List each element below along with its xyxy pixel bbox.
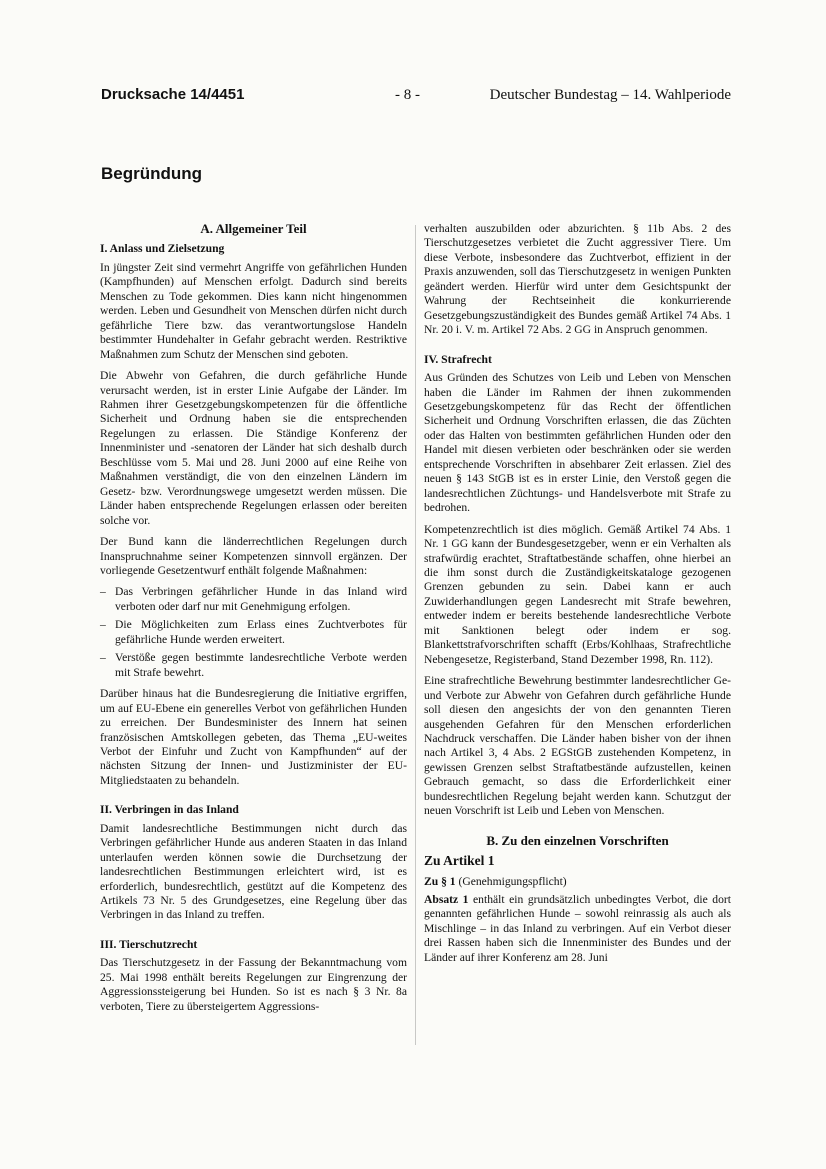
measures-list	[100, 585, 407, 680]
page-title: Begründung	[101, 164, 203, 183]
paragraph: Kompetenzrechtlich ist dies möglich. Gemäß Artikel 74 Abs. 1 Nr. 1 GG kann der Bundesgesetzgeber, wenn er ein Verhalten als strafwürdig erachtet, Straftatbestände schaffen, ohne hierbei an die ihm sonst durch die Zuständigkeitskataloge gezogenen Grenzen gebunden zu sein. Dabei kann er auch Zuwiderhandlungen gegen Landesrecht mit Strafe bewehren, entweder indem er bereits bestehende landesrechtliche Verbote mit Sanktionen belegt oder indem er sog. Blankettstrafvorschriften schafft (Erbs/Kohlhaas, Strafrechtliche Nebengesetze, Registerband, Stand Dezember 1998, Rn. 112).	[424, 522, 731, 666]
page-number: - 8 -	[395, 87, 420, 103]
subsection-heading: III. Tierschutzrecht	[100, 937, 198, 951]
paragraph-heading-title: (Genehmigungspflicht)	[455, 874, 567, 888]
paragraph: Damit landesrechtliche Bestimmungen nicht durch das Verbringen gefährlicher Hunde aus anderen Staaten in das Inland unterlaufen werden können sowie die Durchsetzung der landesrechtlichen Bestimmungen erleichtert wird, ist es erforderlich, bundesrechtlich, gestützt auf die Kompetenz des Artikels 73 Nr. 5 des Grundgesetzes, eine Regelung über das Verbringen in das Inland zu treffen.	[100, 821, 407, 922]
paragraph: Das Tierschutzgesetz in der Fassung der Bekanntmachung vom 25. Mai 1998 enthält bereits Regelungen zur Eingrenzung der Aggressionssteigerung bei Hunden. So ist es nach § 3 Nr. 8a verboten, Tiere zu übersteigertem Aggressions-	[100, 956, 407, 1013]
subsection-heading: IV. Strafrecht	[424, 352, 492, 366]
paragraph: Darüber hinaus hat die Bundesregierung die Initiative ergriffen, um auf EU-Ebene ein generelles Verbot von gefährlichen Hunden zu erreichen. Der Bundesminister des Innern hat seinen französischen Amtskollegen gebeten, das Thema „EU-weites Verbot der Einfuhr und Zucht von Kampfhunden“ auf der nächsten Sitzung der Innen- und Justizminister der EU-Mitgliedstaaten zu behandeln.	[100, 687, 407, 787]
paragraph: Aus Gründen des Schutzes von Leib und Leben von Menschen haben die Länder im Rahmen der ihnen zukommenden Gesetzgebungskompetenz für das Recht der öffentlichen Sicherheit und Ordnung Vorschriften erlassen, die das Züchten oder das Halten von bestimmten gefährlichen Hunden oder den Handel mit diesen verbieten oder beschränken oder sie werden entsprechende Vorschriften in absehbarer Zeit erlassen. Ziel des neuen § 143 StGB ist es in erster Linie, den Verstoß gegen die landesrechtlichen Züchtungs- und Handelsverbote mit Strafe zu bedrohen.	[424, 371, 731, 515]
paragraph: Eine strafrechtliche Bewehrung bestimmter landesrechtlicher Ge- und Verbote zur Abwehr von Gefahren durch gefährliche Hunde soll diesen den angesichts der von den genannten Tieren ausgehenden Gefahren für den Menschen erforderlichen Nachdruck verschaffen. Die Länder haben bisher von der ihnen nach Artikel 3, 4 Abs. 2 EGStGB zustehenden Kompetenz, in gewissen Grenzen selbst Straftatbestände aufzustellen, keinen Gebrauch gemacht, so dass die Erforderlichkeit einer bundesrechtlichen Regelung bejaht werden kann. Schutzgut der neuen Vorschrift ist Leib und Leben von Menschen.	[424, 674, 731, 818]
paragraph: In jüngster Zeit sind vermehrt Angriffe von gefährlichen Hunden (Kampfhunden) auf Menschen erfolgt. Dadurch sind bereits Menschen zu Tode gekommen. Dies kann nicht hingenommen werden. Leben und Gesundheit von Menschen dürfen nicht durch gefährliche Tiere bzw. das verantwortungslose Handeln bestimmter Hundehalter in Gefahr gebracht werden. Restriktive Maßnahmen zum Schutz der Menschen sind geboten.	[100, 260, 407, 361]
list-item: – Verstöße gegen bestimmte landesrechtliche Verbote werden mit Strafe bewehrt.	[100, 651, 407, 680]
column-divider	[415, 225, 416, 1045]
paragraph: verhalten auszubilden oder abzurichten. § 11b Abs. 2 des Tierschutzgesetzes verbietet die Zucht aggressiver Tiere. Um diese Verbote, insbesondere das Zuchtverbot, effizient in der Praxis anzuwenden, soll das Tierschutzgesetz in wenigen Punkten geändert werden. Hierfür wird unter dem Gesichtspunkt der Wahrung der Rechtseinheit die konkurrierende Gesetzgebungszuständigkeit des Bundes gemäß Artikel 74 Abs. 1 Nr. 20 i. V. m. Artikel 72 Abs. 2 GG in Anspruch genommen.	[424, 222, 731, 337]
paragraph	[424, 893, 731, 965]
subsection-heading: II. Verbringen in das Inland	[100, 803, 239, 817]
publisher-label: Deutscher Bundestag – 14. Wahlperiode	[489, 87, 731, 103]
paragraph: Der Bund kann die länderrechtlichen Regelungen durch Inanspruchnahme seiner Kompetenzen sinnvoll ergänzen. Der vorliegende Gesetzentwurf enthält folgende Maßnahmen:	[100, 535, 407, 577]
paragraph-heading-number: Zu § 1	[424, 874, 456, 888]
article-heading: Zu Artikel 1	[424, 853, 495, 869]
right-column	[424, 222, 731, 972]
paragraph: Die Abwehr von Gefahren, die durch gefährliche Hunde verursacht werden, ist in erster Linie Aufgabe der Länder. Im Rahmen ihrer Gesetzgebungskompetenzen für die öffentliche Sicherheit und Ordnung haben sie die entsprechenden Regelungen zu erlassen. Die Ständige Konferenz der Innenminister und -senatoren der Länder hat sich deshalb durch Beschlüsse vom 5. Mai und 28. Juni 2000 auf eine Reihe von Maßnahmen verständigt, die von den einzelnen Ländern im Gesetz- bzw. Verordnungswege umgesetzt werden müssen. Die Länder haben entsprechende Regelungen erlassen oder bereiten solche vor.	[100, 369, 407, 527]
subsection-heading: I. Anlass und Zielsetzung	[100, 242, 225, 256]
section-a-heading: A. Allgemeiner Teil	[200, 221, 307, 236]
list-item: – Das Verbringen gefährlicher Hunde in das Inland wird verboten oder darf nur mit Genehmigung erfolgen.	[100, 585, 407, 614]
absatz-label: Absatz 1	[424, 893, 469, 907]
document-number: Drucksache 14/4451	[101, 86, 245, 103]
left-column	[100, 222, 407, 1021]
list-item: – Die Möglichkeiten zum Erlass eines Zuchtverbotes für gefährliche Hunde werden erweitert.	[100, 618, 407, 647]
absatz-text: enthält ein grundsätzlich unbedingtes Verbot, die dort genannten gefährlichen Hunde – sowohl reinrassig als auch als Mischlinge – in das Inland zu verbringen. Auf ein Verbot dieser drei Rassen haben sich die Innenminister des Bundes und der Länder auf ihrer Konferenz am 28. Juni	[424, 893, 731, 964]
section-b-heading: B. Zu den einzelnen Vorschriften	[486, 832, 669, 848]
paragraph-heading	[424, 875, 731, 889]
